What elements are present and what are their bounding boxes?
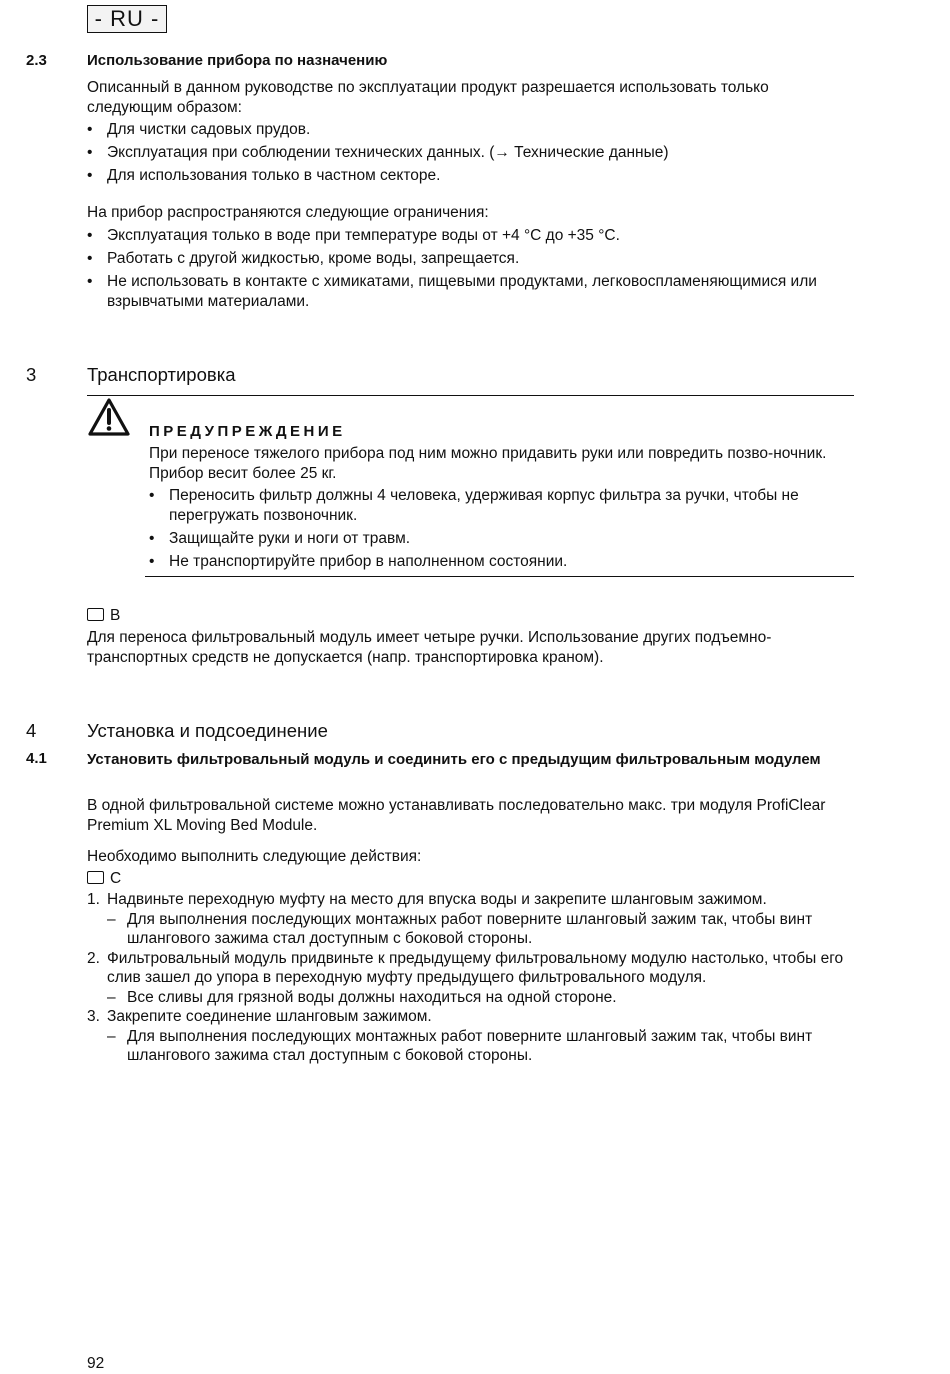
warning-triangle-icon xyxy=(87,397,131,437)
section-2-3-number: 2.3 xyxy=(26,52,47,69)
list-item: • Для чистки садовых прудов. xyxy=(87,120,857,140)
step-number: 3. xyxy=(87,1008,100,1025)
section-4-1-intro: В одной фильтровальной системе можно устанавливать последовательно макс. три модуля ProfiClear Premium XL Moving Bed Module. xyxy=(87,797,826,834)
substep-text: Все сливы для грязной воды должны находиться на одной стороне. xyxy=(127,988,617,1006)
warning-label: ПРЕДУПРЕЖДЕНИЕ xyxy=(149,423,346,440)
warning-top-rule xyxy=(87,395,854,396)
step-text: Фильтровальный модуль придвиньте к предыдущему фильтровальному модулю настолько, чтобы его слив зашел до упора в переходную муфту предыдущего фильтровального модуля. xyxy=(107,949,844,986)
list-item: • Эксплуатация при соблюдении технических данных. (→ Технические данные) xyxy=(87,143,857,163)
list-item: • Не транспортируйте прибор в наполненном состоянии. xyxy=(149,552,849,572)
section-4-number: 4 xyxy=(26,720,37,741)
section-4-1-number: 4.1 xyxy=(26,750,47,767)
figure-reference xyxy=(87,869,121,889)
section-3-number: 3 xyxy=(26,364,37,385)
section-3-body: Для переноса фильтровальный модуль имеет четыре ручки. Использование других подъемно-транспортных средств не допускается (напр. транспортировка краном). xyxy=(87,629,772,666)
substep-text: Для выполнения последующих монтажных работ поверните шланговый зажим так, чтобы винт шлангового зажима стал доступным с боковой стороны. xyxy=(127,910,813,947)
substep-text: Для выполнения последующих монтажных работ поверните шланговый зажим так, чтобы винт шлангового зажима стал доступным с боковой стороны. xyxy=(127,1027,813,1064)
warning-list xyxy=(149,486,849,575)
warning-text: При переносе тяжелого прибора под ним можно придавить руки или повредить позво-ночник. Прибор весит более 25 кг. xyxy=(149,445,827,482)
intended-use-list xyxy=(87,120,857,189)
section-4-title: Установка и подсоединение xyxy=(87,720,328,741)
step-item xyxy=(87,890,862,910)
step-substep xyxy=(87,988,862,1008)
list-item: • Работать с другой жидкостью, кроме воды, запрещается. xyxy=(87,249,857,269)
dash-marker: – xyxy=(107,910,116,928)
step-substep xyxy=(87,910,862,949)
list-item: • Переносить фильтр должны 4 человека, удерживая корпус фильтра за ручки, чтобы не перегружать позвоночник. xyxy=(149,486,849,525)
page-number: 92 xyxy=(87,1355,105,1372)
section-2-3-intro: Описанный в данном руководстве по эксплуатации продукт разрешается использовать только следующим образом: xyxy=(87,79,769,116)
step-text: Надвиньте переходную муфту на место для впуска воды и закрепите шланговым зажимом. xyxy=(107,891,767,908)
figure-reference-label: C xyxy=(110,870,122,887)
step-text: Закрепите соединение шланговым зажимом. xyxy=(107,1008,432,1025)
list-item: • Не использовать в контакте с химикатами, пищевыми продуктами, легковоспламеняющимися или взрывчатыми материалами. xyxy=(87,272,857,311)
language-badge: - RU - xyxy=(87,5,167,33)
figure-icon xyxy=(87,608,104,621)
dash-marker: – xyxy=(107,1027,116,1045)
list-item: • Защищайте руки и ноги от травм. xyxy=(149,529,849,549)
step-number: 2. xyxy=(87,949,100,967)
step-item xyxy=(87,1007,862,1027)
step-substep xyxy=(87,1027,862,1066)
restrictions-list xyxy=(87,226,857,315)
step-number: 1. xyxy=(87,891,100,908)
figure-icon xyxy=(87,871,104,884)
dash-marker: – xyxy=(107,988,116,1006)
section-4-1-title: Установить фильтровальный модуль и соединить его с предыдущим фильтровальным модулем xyxy=(87,751,821,768)
list-item: • Для использования только в частном секторе. xyxy=(87,166,857,186)
section-2-3-title: Использование прибора по назначению xyxy=(87,52,388,69)
warning-bottom-rule xyxy=(145,576,854,577)
figure-reference xyxy=(87,606,120,626)
list-item: • Эксплуатация только в воде при температуре воды от +4 °C до +35 °C. xyxy=(87,226,857,246)
restrictions-intro: На прибор распространяются следующие ограничения: xyxy=(87,204,489,221)
section-3-title: Транспортировка xyxy=(87,364,236,385)
actions-intro: Необходимо выполнить следующие действия: xyxy=(87,848,422,865)
step-item xyxy=(87,949,862,988)
installation-steps xyxy=(87,890,862,1066)
figure-reference-label: B xyxy=(110,607,121,624)
